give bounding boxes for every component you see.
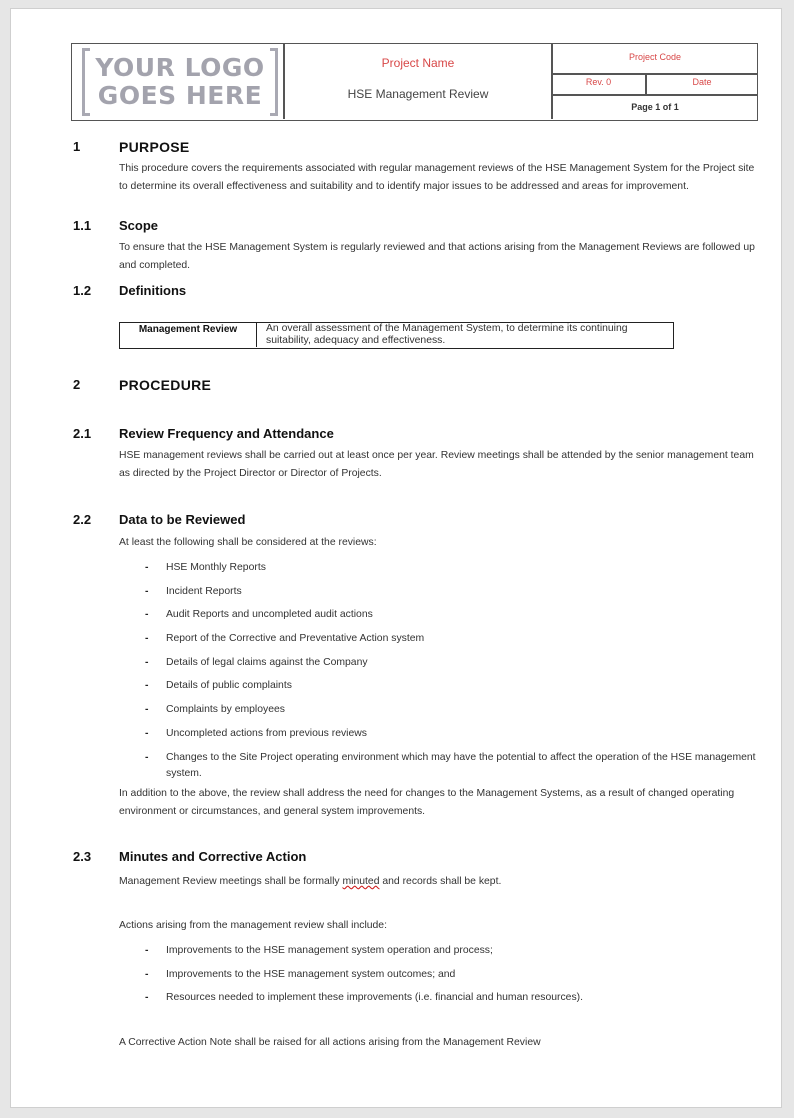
section-heading-procedure: PROCEDURE bbox=[119, 377, 212, 393]
bullet-icon: - bbox=[145, 704, 149, 716]
document-header-table bbox=[71, 43, 758, 121]
section-heading-purpose: PURPOSE bbox=[119, 139, 190, 155]
section-heading-definitions: Definitions bbox=[119, 283, 187, 298]
actions-intro: Actions arising from the management review shall include: bbox=[119, 920, 387, 931]
section-heading-scope: Scope bbox=[119, 218, 159, 233]
data-reviewed-list bbox=[119, 560, 759, 789]
list-item: - Complaints by employees bbox=[119, 702, 759, 718]
logo-line-1: YOUR LOGO bbox=[95, 53, 265, 82]
date: Date bbox=[692, 77, 712, 87]
logo-bracket-right bbox=[270, 48, 278, 116]
project-name: Project Name bbox=[381, 56, 455, 70]
header-divider bbox=[552, 73, 758, 75]
bullet-icon: - bbox=[145, 609, 149, 621]
section-number: 1.1 bbox=[73, 218, 92, 233]
section-heading-minutes: Minutes and Corrective Action bbox=[119, 849, 307, 864]
minutes-paragraph: Management Review meetings shall be formally minuted and records shall be kept. bbox=[119, 876, 502, 887]
document-page bbox=[10, 8, 782, 1108]
list-item: - HSE Monthly Reports bbox=[119, 560, 759, 576]
project-code: Project Code bbox=[628, 52, 682, 62]
list-item: - Report of the Corrective and Preventative Action system bbox=[119, 631, 759, 647]
logo-bracket-left bbox=[82, 48, 90, 116]
bullet-icon: - bbox=[145, 680, 149, 692]
list-item: - Details of legal claims against the Company bbox=[119, 655, 759, 671]
list-item: - Improvements to the HSE management system operation and process; bbox=[119, 943, 759, 959]
list-item: - Incident Reports bbox=[119, 584, 759, 600]
list-item: - Audit Reports and uncompleted audit actions bbox=[119, 607, 759, 623]
section-number: 1 bbox=[73, 139, 81, 154]
section-heading-data-reviewed: Data to be Reviewed bbox=[119, 512, 246, 527]
list-item: - Uncompleted actions from previous reviews bbox=[119, 726, 759, 742]
bullet-icon: - bbox=[145, 992, 149, 1004]
bullet-icon: - bbox=[145, 633, 149, 645]
page-number: Page 1 of 1 bbox=[631, 102, 679, 112]
logo-text bbox=[90, 54, 270, 110]
definition-text: An overall assessment of the Management System, to determine its continuing suitability, adequacy and effectiveness. bbox=[266, 323, 628, 346]
bullet-icon: - bbox=[145, 562, 149, 573]
closing-paragraph: A Corrective Action Note shall be raised for all actions arising from the Management Review bbox=[119, 1037, 541, 1048]
spellcheck-word: minuted bbox=[342, 876, 380, 887]
definitions-table bbox=[119, 322, 674, 349]
bullet-icon: - bbox=[145, 751, 149, 763]
list-item: - Changes to the Site Project operating environment which may have the potential to affect the operation of the HSE management system. bbox=[145, 751, 756, 779]
list-item: - Details of public complaints bbox=[119, 678, 759, 694]
section-number: 2 bbox=[73, 377, 81, 392]
review-frequency-paragraph: HSE management reviews shall be carried out at least once per year. Review meetings shall be attended by the senior management team as directed by the Project Director or Director of Projects. bbox=[119, 450, 754, 479]
section-number: 2.1 bbox=[73, 426, 92, 441]
section-number: 2.2 bbox=[73, 512, 92, 527]
data-reviewed-intro: At least the following shall be considered at the reviews: bbox=[119, 537, 377, 548]
actions-list bbox=[119, 943, 759, 1014]
scope-paragraph: To ensure that the HSE Management System is regularly reviewed and that actions arising from the Management Reviews are followed up and completed. bbox=[119, 242, 755, 271]
bullet-icon: - bbox=[145, 585, 149, 597]
bullet-icon: - bbox=[145, 656, 149, 668]
definition-term: Management Review bbox=[120, 323, 257, 347]
list-item: - Resources needed to implement these improvements (i.e. financial and human resources). bbox=[119, 990, 759, 1006]
bullet-icon: - bbox=[145, 968, 149, 980]
data-reviewed-outro: In addition to the above, the review shall address the need for changes to the Management Systems, as a result of changed operating environment or circumstances, and general system improvements. bbox=[119, 788, 735, 817]
bullet-icon: - bbox=[145, 727, 149, 739]
logo-placeholder bbox=[82, 48, 278, 116]
revision: Rev. 0 bbox=[585, 77, 612, 87]
list-item: - Improvements to the HSE management system outcomes; and bbox=[119, 967, 759, 983]
purpose-paragraph: This procedure covers the requirements associated with regular management reviews of the HSE Management System for the Project site to determine its overall effectiveness and suitability and to identify major issues to be addressed and areas for improvement. bbox=[119, 163, 755, 192]
section-number: 1.2 bbox=[73, 283, 92, 298]
logo-line-2: GOES HERE bbox=[97, 81, 263, 110]
header-divider bbox=[552, 94, 758, 96]
document-title: HSE Management Review bbox=[347, 87, 489, 101]
bullet-icon: - bbox=[145, 945, 149, 956]
section-number: 2.3 bbox=[73, 849, 92, 864]
section-heading-review-frequency: Review Frequency and Attendance bbox=[119, 426, 334, 441]
